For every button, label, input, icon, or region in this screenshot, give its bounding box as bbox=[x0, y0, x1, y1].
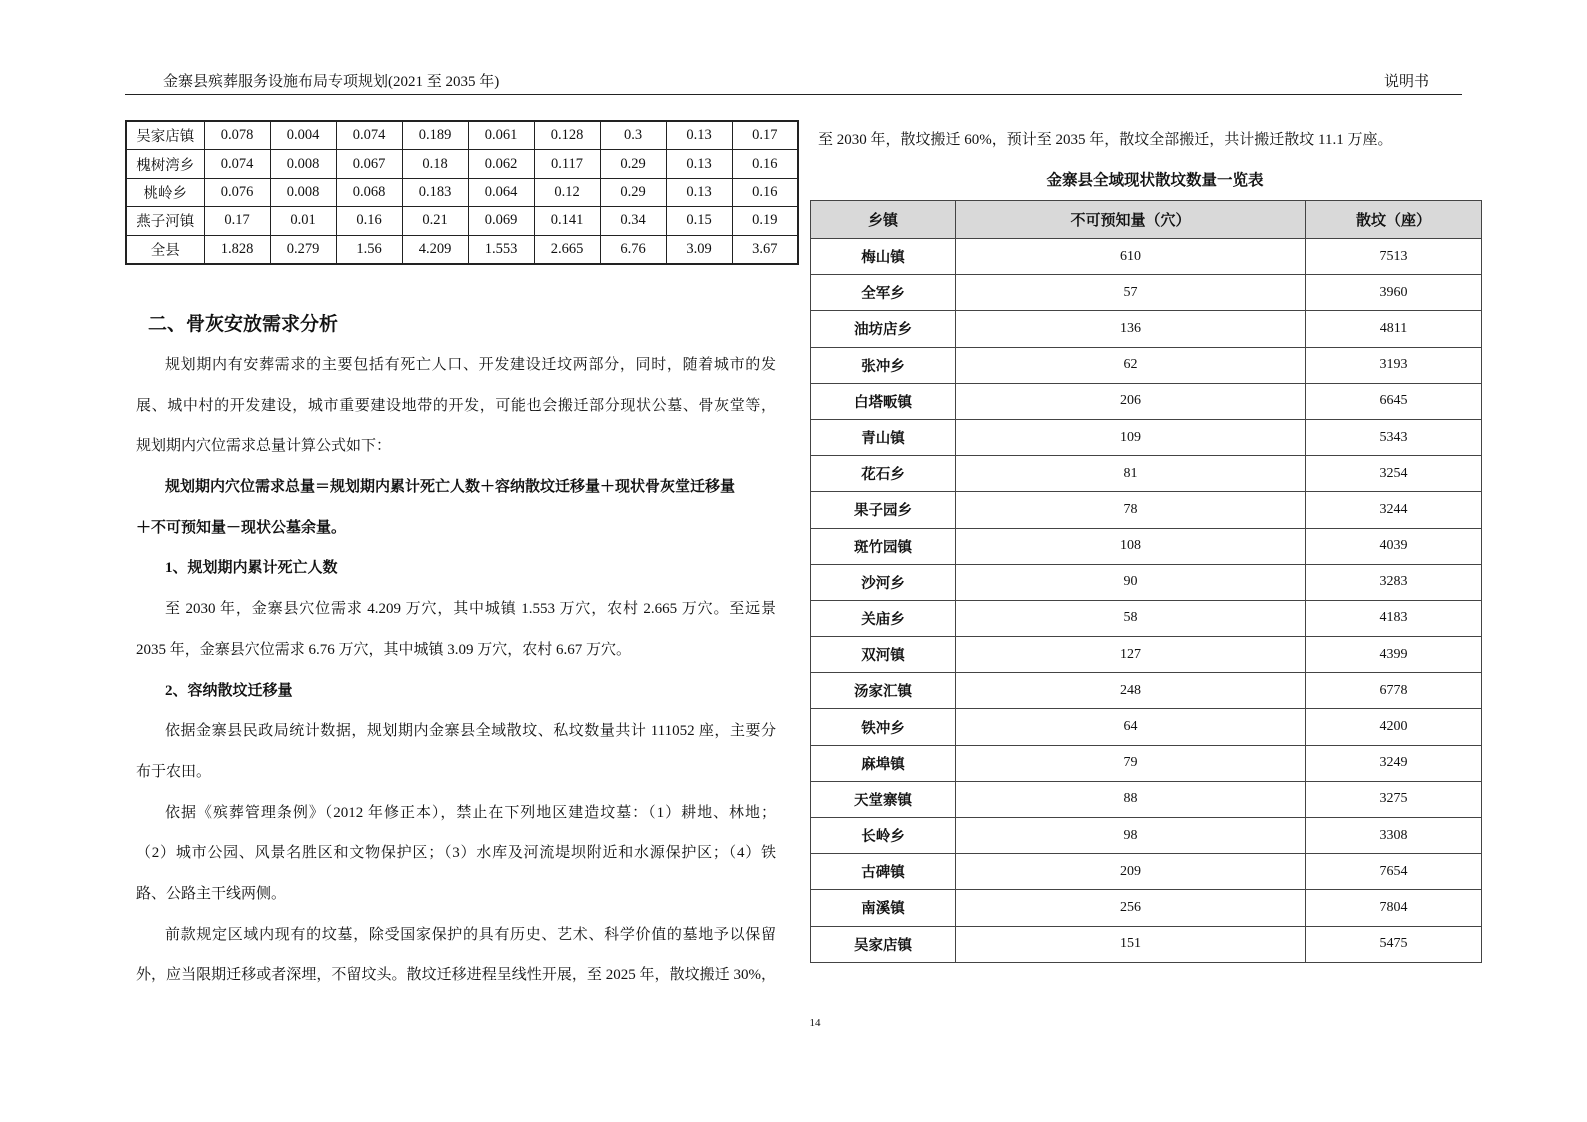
table-row bbox=[811, 564, 1482, 600]
value-cell: 2.665 bbox=[534, 235, 600, 264]
town-name-cell: 铁冲乡 bbox=[811, 709, 956, 745]
body-line: 2035 年，金寨县穴位需求 6.76 万穴，其中城镇 3.09 万穴，农村 6.67 万穴。 bbox=[136, 641, 632, 658]
value-cell: 151 bbox=[956, 926, 1306, 962]
table-row bbox=[811, 239, 1482, 275]
value-cell: 7513 bbox=[1306, 239, 1482, 275]
body-line: 规划期内穴位需求总量计算公式如下： bbox=[136, 438, 392, 455]
value-cell: 7654 bbox=[1306, 854, 1482, 890]
value-cell: 0.29 bbox=[600, 150, 666, 178]
value-cell: 0.15 bbox=[666, 207, 732, 235]
town-name-cell: 燕子河镇 bbox=[126, 207, 204, 235]
value-cell: 4811 bbox=[1306, 311, 1482, 347]
table-row bbox=[811, 781, 1482, 817]
table-row bbox=[811, 818, 1482, 854]
death-stats-table bbox=[125, 120, 799, 265]
value-cell: 5475 bbox=[1306, 926, 1482, 962]
value-cell: 0.062 bbox=[468, 150, 534, 178]
table-row bbox=[811, 347, 1482, 383]
value-cell: 0.183 bbox=[402, 178, 468, 206]
town-name-cell: 南溪镇 bbox=[811, 890, 956, 926]
column-header-unforeseen: 不可预知量（穴） bbox=[956, 201, 1306, 239]
formula-line: 规划期内穴位需求总量＝规划期内累计死亡人数＋容纳散坟迁移量＋现状骨灰堂迁移量 bbox=[165, 479, 736, 496]
value-cell: 0.069 bbox=[468, 207, 534, 235]
value-cell: 0.3 bbox=[600, 121, 666, 150]
town-name-cell: 油坊店乡 bbox=[811, 311, 956, 347]
value-cell: 3275 bbox=[1306, 781, 1482, 817]
value-cell: 3283 bbox=[1306, 564, 1482, 600]
value-cell: 0.21 bbox=[402, 207, 468, 235]
value-cell: 1.56 bbox=[336, 235, 402, 264]
table-row bbox=[811, 854, 1482, 890]
value-cell: 78 bbox=[956, 492, 1306, 528]
value-cell: 3249 bbox=[1306, 745, 1482, 781]
value-cell: 81 bbox=[956, 456, 1306, 492]
town-name-cell: 麻埠镇 bbox=[811, 745, 956, 781]
value-cell: 0.128 bbox=[534, 121, 600, 150]
value-cell: 6.76 bbox=[600, 235, 666, 264]
value-cell: 5343 bbox=[1306, 419, 1482, 455]
value-cell: 3254 bbox=[1306, 456, 1482, 492]
table-row bbox=[811, 456, 1482, 492]
body-line: 前款规定区域内现有的坟墓，除受国家保护的具有历史、艺术、科学价值的墓地予以保留 bbox=[165, 926, 776, 943]
value-cell: 0.008 bbox=[270, 150, 336, 178]
subsection-heading: 2、容纳散坟迁移量 bbox=[165, 682, 293, 699]
table-row bbox=[811, 926, 1482, 962]
section-heading: 二、骨灰安放需求分析 bbox=[148, 314, 339, 335]
table-row bbox=[811, 709, 1482, 745]
value-cell: 57 bbox=[956, 275, 1306, 311]
table-row bbox=[811, 275, 1482, 311]
body-line: （2）城市公园、风景名胜区和文物保护区；（3）水库及河流堤坝附近和水源保护区；（4）铁 bbox=[136, 845, 776, 862]
value-cell: 0.17 bbox=[732, 121, 798, 150]
table-row bbox=[811, 637, 1482, 673]
body-line: 至 2030 年，散坟搬迁 60%，预计至 2035 年，散坟全部搬迁，共计搬迁散坟 11.1 万座。 bbox=[818, 132, 1393, 148]
page-number: 14 bbox=[809, 1017, 821, 1029]
value-cell: 0.13 bbox=[666, 150, 732, 178]
value-cell: 0.13 bbox=[666, 121, 732, 150]
section-body bbox=[136, 345, 776, 996]
body-line: 依据金寨县民政局统计数据，规划期内金寨县全域散坟、私坟数量共计 111052 座，主要分 bbox=[165, 723, 776, 740]
table-row bbox=[811, 419, 1482, 455]
value-cell: 610 bbox=[956, 239, 1306, 275]
town-name-cell: 长岭乡 bbox=[811, 818, 956, 854]
value-cell: 0.12 bbox=[534, 178, 600, 206]
value-cell: 90 bbox=[956, 564, 1306, 600]
value-cell: 209 bbox=[956, 854, 1306, 890]
body-line: 外，应当限期迁移或者深埋，不留坟头。散坟迁移进程呈线性开展，至 2025 年，散坟搬迁 30%， bbox=[136, 967, 776, 984]
value-cell: 64 bbox=[956, 709, 1306, 745]
table-row bbox=[811, 673, 1482, 709]
value-cell: 0.067 bbox=[336, 150, 402, 178]
town-name-cell: 关庙乡 bbox=[811, 600, 956, 636]
value-cell: 7804 bbox=[1306, 890, 1482, 926]
value-cell: 62 bbox=[956, 347, 1306, 383]
town-name-cell: 张冲乡 bbox=[811, 347, 956, 383]
town-name-cell: 全军乡 bbox=[811, 275, 956, 311]
body-line: 至 2030 年，金寨县穴位需求 4.209 万穴，其中城镇 1.553 万穴，农村 2.665 万穴。至远景 bbox=[165, 601, 776, 618]
table-row bbox=[811, 492, 1482, 528]
value-cell: 4183 bbox=[1306, 600, 1482, 636]
value-cell: 79 bbox=[956, 745, 1306, 781]
subsection-heading: 1、规划期内累计死亡人数 bbox=[165, 560, 338, 577]
value-cell: 256 bbox=[956, 890, 1306, 926]
table-row bbox=[126, 150, 798, 178]
value-cell: 0.117 bbox=[534, 150, 600, 178]
town-name-cell: 天堂寨镇 bbox=[811, 781, 956, 817]
value-cell: 4399 bbox=[1306, 637, 1482, 673]
table-row bbox=[811, 383, 1482, 419]
column-header-town: 乡镇 bbox=[811, 201, 956, 239]
value-cell: 1.828 bbox=[204, 235, 270, 264]
value-cell: 4.209 bbox=[402, 235, 468, 264]
value-cell: 108 bbox=[956, 528, 1306, 564]
table-title: 金寨县全域现状散坟数量一览表 bbox=[1046, 172, 1264, 189]
column-header-graves: 散坟（座） bbox=[1306, 201, 1482, 239]
header-rule bbox=[125, 94, 1462, 95]
value-cell: 0.279 bbox=[270, 235, 336, 264]
body-line: 布于农田。 bbox=[136, 763, 212, 780]
body-line: 依据《殡葬管理条例》（2012 年修正本），禁止在下列地区建造坟墓：（1）耕地、林地； bbox=[165, 804, 776, 821]
table-row bbox=[126, 178, 798, 206]
value-cell: 1.553 bbox=[468, 235, 534, 264]
value-cell: 0.17 bbox=[204, 207, 270, 235]
table-row bbox=[126, 121, 798, 150]
value-cell: 4200 bbox=[1306, 709, 1482, 745]
table-header-row bbox=[811, 201, 1482, 239]
value-cell: 0.29 bbox=[600, 178, 666, 206]
town-name-cell: 白塔畈镇 bbox=[811, 383, 956, 419]
value-cell: 0.34 bbox=[600, 207, 666, 235]
value-cell: 0.068 bbox=[336, 178, 402, 206]
table-row bbox=[811, 311, 1482, 347]
value-cell: 0.061 bbox=[468, 121, 534, 150]
value-cell: 206 bbox=[956, 383, 1306, 419]
body-line: 路、公路主干线两侧。 bbox=[136, 885, 287, 902]
town-name-cell: 汤家汇镇 bbox=[811, 673, 956, 709]
value-cell: 98 bbox=[956, 818, 1306, 854]
value-cell: 0.16 bbox=[732, 178, 798, 206]
table-row bbox=[811, 745, 1482, 781]
town-name-cell: 沙河乡 bbox=[811, 564, 956, 600]
body-line: 规划期内有安葬需求的主要包括有死亡人口、开发建设迁坟两部分，同时，随着城市的发 bbox=[165, 357, 776, 373]
document-title: 金寨县殡葬服务设施布局专项规划(2021 至 2035 年) bbox=[163, 74, 500, 90]
town-name-cell: 桃岭乡 bbox=[126, 178, 204, 206]
value-cell: 0.008 bbox=[270, 178, 336, 206]
body-line: 展、城中村的开发建设，城市重要建设地带的开发，可能也会搬迁部分现状公墓、骨灰堂等， bbox=[136, 397, 776, 414]
town-name-cell: 青山镇 bbox=[811, 419, 956, 455]
table-row bbox=[811, 528, 1482, 564]
town-name-cell: 吴家店镇 bbox=[126, 121, 204, 150]
value-cell: 0.141 bbox=[534, 207, 600, 235]
value-cell: 127 bbox=[956, 637, 1306, 673]
value-cell: 0.189 bbox=[402, 121, 468, 150]
value-cell: 0.064 bbox=[468, 178, 534, 206]
town-name-cell: 双河镇 bbox=[811, 637, 956, 673]
value-cell: 3.67 bbox=[732, 235, 798, 264]
town-name-cell: 槐树湾乡 bbox=[126, 150, 204, 178]
town-name-cell: 全县 bbox=[126, 235, 204, 264]
value-cell: 6645 bbox=[1306, 383, 1482, 419]
scattered-graves-table bbox=[810, 200, 1482, 963]
value-cell: 248 bbox=[956, 673, 1306, 709]
total-row bbox=[126, 235, 798, 264]
value-cell: 6778 bbox=[1306, 673, 1482, 709]
town-name-cell: 吴家店镇 bbox=[811, 926, 956, 962]
value-cell: 0.18 bbox=[402, 150, 468, 178]
value-cell: 0.004 bbox=[270, 121, 336, 150]
value-cell: 88 bbox=[956, 781, 1306, 817]
table-row bbox=[811, 600, 1482, 636]
value-cell: 0.074 bbox=[204, 150, 270, 178]
formula-line: ＋不可预知量－现状公墓余量。 bbox=[136, 519, 347, 536]
document-type-label: 说明书 bbox=[1384, 74, 1430, 90]
value-cell: 3244 bbox=[1306, 492, 1482, 528]
value-cell: 0.13 bbox=[666, 178, 732, 206]
table-row bbox=[126, 207, 798, 235]
value-cell: 3.09 bbox=[666, 235, 732, 264]
value-cell: 3960 bbox=[1306, 275, 1482, 311]
value-cell: 0.19 bbox=[732, 207, 798, 235]
value-cell: 136 bbox=[956, 311, 1306, 347]
value-cell: 0.16 bbox=[732, 150, 798, 178]
town-name-cell: 果子园乡 bbox=[811, 492, 956, 528]
value-cell: 0.076 bbox=[204, 178, 270, 206]
town-name-cell: 花石乡 bbox=[811, 456, 956, 492]
value-cell: 0.074 bbox=[336, 121, 402, 150]
value-cell: 109 bbox=[956, 419, 1306, 455]
town-name-cell: 梅山镇 bbox=[811, 239, 956, 275]
value-cell: 4039 bbox=[1306, 528, 1482, 564]
value-cell: 3308 bbox=[1306, 818, 1482, 854]
value-cell: 0.01 bbox=[270, 207, 336, 235]
town-name-cell: 斑竹园镇 bbox=[811, 528, 956, 564]
table-row bbox=[811, 890, 1482, 926]
town-name-cell: 古碑镇 bbox=[811, 854, 956, 890]
value-cell: 0.078 bbox=[204, 121, 270, 150]
value-cell: 0.16 bbox=[336, 207, 402, 235]
value-cell: 3193 bbox=[1306, 347, 1482, 383]
value-cell: 58 bbox=[956, 600, 1306, 636]
